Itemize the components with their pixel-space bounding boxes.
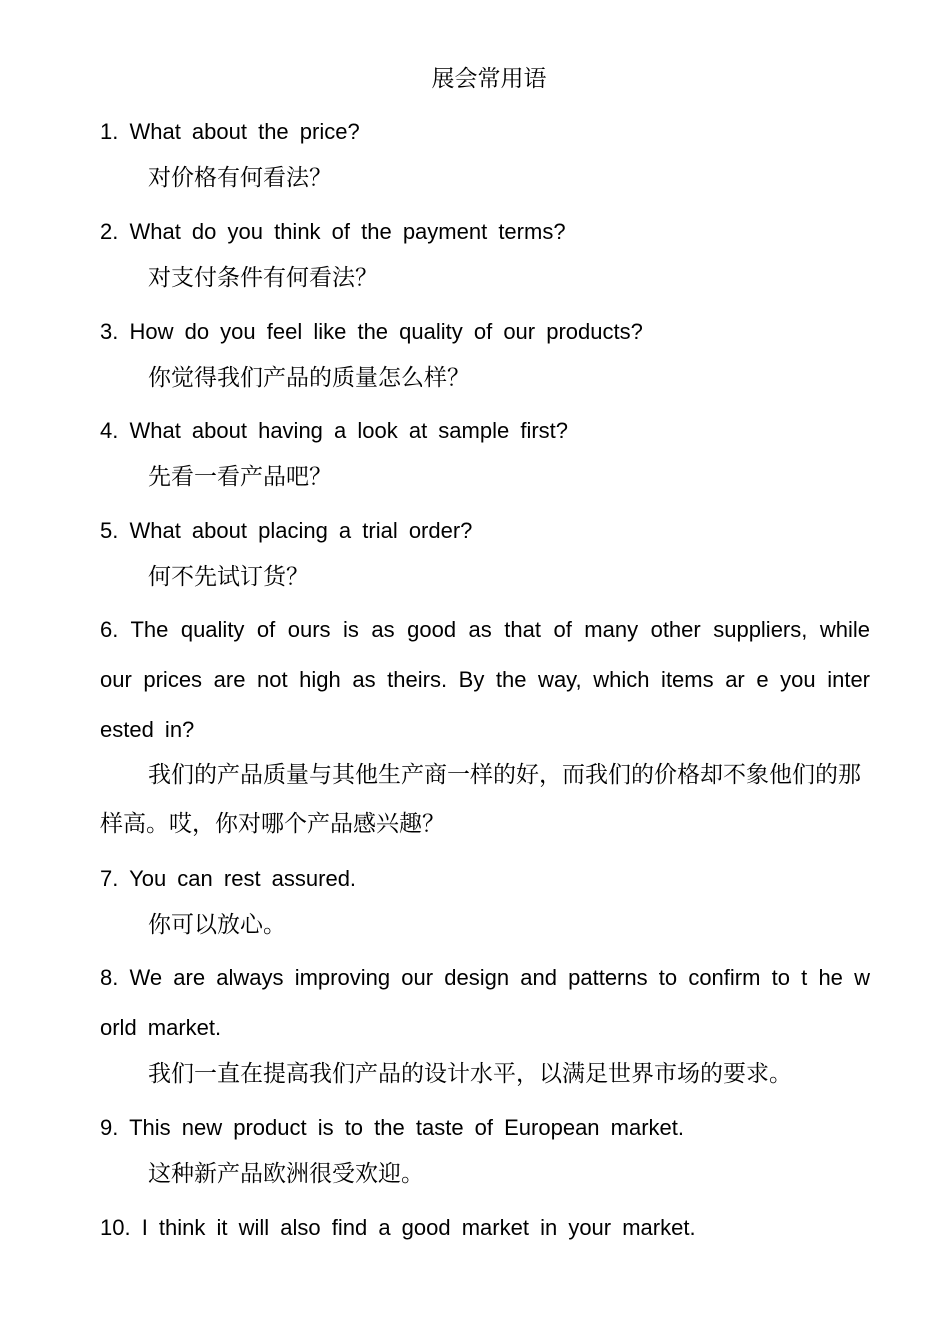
phrase-8-chinese: 我们一直在提高我们产品的设计水平，以满足世界市场的要求。 bbox=[148, 1061, 792, 1087]
phrase-7-chinese: 你可以放心。 bbox=[148, 912, 286, 938]
phrase-2-english: 2. What do you think of the payment terms? bbox=[100, 219, 566, 244]
phrase-6-chinese: 我们的产品质量与其他生产商一样的好，而我们的价格却不象他们的那样高。哎，你对哪个产品感兴趣？ bbox=[100, 762, 861, 837]
phrase-3-english: 3. How do you feel like the quality of our products? bbox=[100, 319, 643, 344]
phrase-5-chinese: 何不先试订货？ bbox=[148, 564, 309, 590]
phrase-4-english: 4. What about having a look at sample first? bbox=[100, 418, 569, 443]
phrase-7-english: 7. You can rest assured. bbox=[100, 866, 357, 891]
phrase-3-chinese: 你觉得我们产品的质量怎么样？ bbox=[148, 365, 470, 391]
phrase-9-english: 9. This new product is to the taste of European market. bbox=[100, 1115, 684, 1140]
phrase-4-chinese: 先看一看产品吧？ bbox=[148, 464, 332, 490]
document-title: 展会常用语 bbox=[431, 66, 547, 92]
phrase-5-english: 5. What about placing a trial order? bbox=[100, 518, 473, 543]
phrase-8-english: 8. We are always improving our design and patterns to confirm to t he world market. bbox=[100, 965, 870, 1040]
phrase-2-chinese: 对支付条件有何看法？ bbox=[148, 265, 378, 291]
phrase-9-chinese: 这种新产品欧洲很受欢迎。 bbox=[148, 1161, 424, 1187]
phrase-1-chinese: 对价格有何看法？ bbox=[148, 165, 332, 191]
phrase-1-english: 1. What about the price? bbox=[100, 119, 360, 144]
phrase-6-english: 6. The quality of ours is as good as that of many other suppliers, while our prices are not high as theirs. By the way, which items ar e you interested in? bbox=[100, 617, 870, 742]
phrase-10-english: 10. I think it will also find a good market in your market. bbox=[100, 1215, 696, 1240]
